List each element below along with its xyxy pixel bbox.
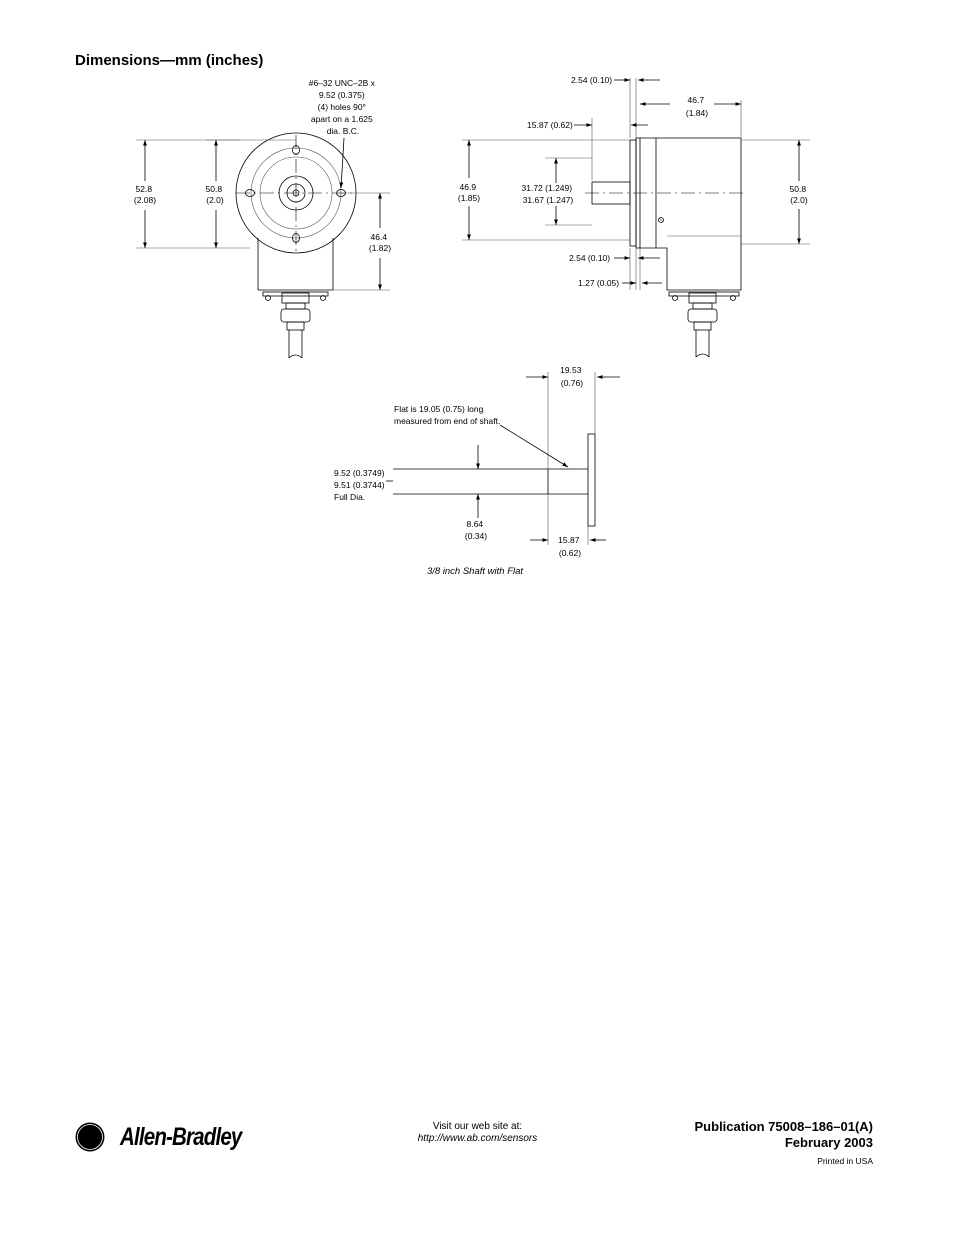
dim-shaft-diameter: 9.52 (0.3749) 9.51 (0.3744) Full Dia. — [334, 468, 385, 502]
dim-front-body-height: 50.8 (2.0) — [205, 184, 224, 205]
dim-shaft-extension: 15.87 (0.62) — [558, 535, 582, 558]
dim-side-body-height: 50.8 (2.0) — [789, 184, 808, 205]
dim-pilot-diameter: 31.72 (1.249) 31.67 (1.247) — [521, 183, 574, 205]
web-site-label: Visit our web site at: — [432, 1121, 523, 1132]
side-view — [458, 75, 810, 357]
dim-flange-height: 46.9 (1.85) — [457, 182, 481, 203]
page-heading: Dimensions—mm (inches) — [75, 52, 264, 69]
publication-date: February 2003 — [784, 1135, 873, 1150]
svg-text:A-B: A-B — [80, 1131, 100, 1143]
allen-bradley-logo — [75, 1122, 105, 1152]
dim-overall-height: 52.8 (2.08) — [133, 184, 157, 205]
dim-shaft-length: 15.87 (0.62) — [527, 120, 573, 130]
dim-flat-depth: 8.64 (0.34) — [464, 519, 488, 541]
publication-number: Publication 75008–186–01(A) — [694, 1119, 873, 1134]
brand-name: Allen-Bradley — [120, 1123, 242, 1151]
shaft-detail — [334, 365, 620, 558]
web-site-block — [390, 1121, 565, 1145]
dim-pilot-thickness: 1.27 (0.05) — [578, 278, 620, 288]
dim-shaft-total: 19.53 (0.76) — [560, 365, 584, 388]
dimension-drawings — [0, 0, 954, 600]
flat-note: Flat is 19.05 (0.75) long measured from end of shaft. — [394, 404, 501, 426]
dim-center-to-bottom: 46.4 (1.82) — [368, 232, 392, 253]
publication-block — [695, 1119, 873, 1151]
front-view — [134, 78, 391, 358]
dim-flange-thickness-bottom: 2.54 (0.10) — [569, 253, 611, 263]
dim-body-length: 46.7 (1.84) — [685, 95, 709, 118]
front-hole-note: #6–32 UNC–2B x 9.52 (0.375) (4) holes 90° apart on a 1.625 dia. B.C. — [308, 78, 375, 136]
web-site-link[interactable]: http://www.ab.com/sensors — [417, 1133, 538, 1144]
dim-flange-thickness-top: 2.54 (0.10) — [571, 75, 613, 85]
shaft-caption: 3/8 inch Shaft with Flat — [426, 566, 524, 577]
printed-in-usa: Printed in USA — [817, 1156, 873, 1166]
